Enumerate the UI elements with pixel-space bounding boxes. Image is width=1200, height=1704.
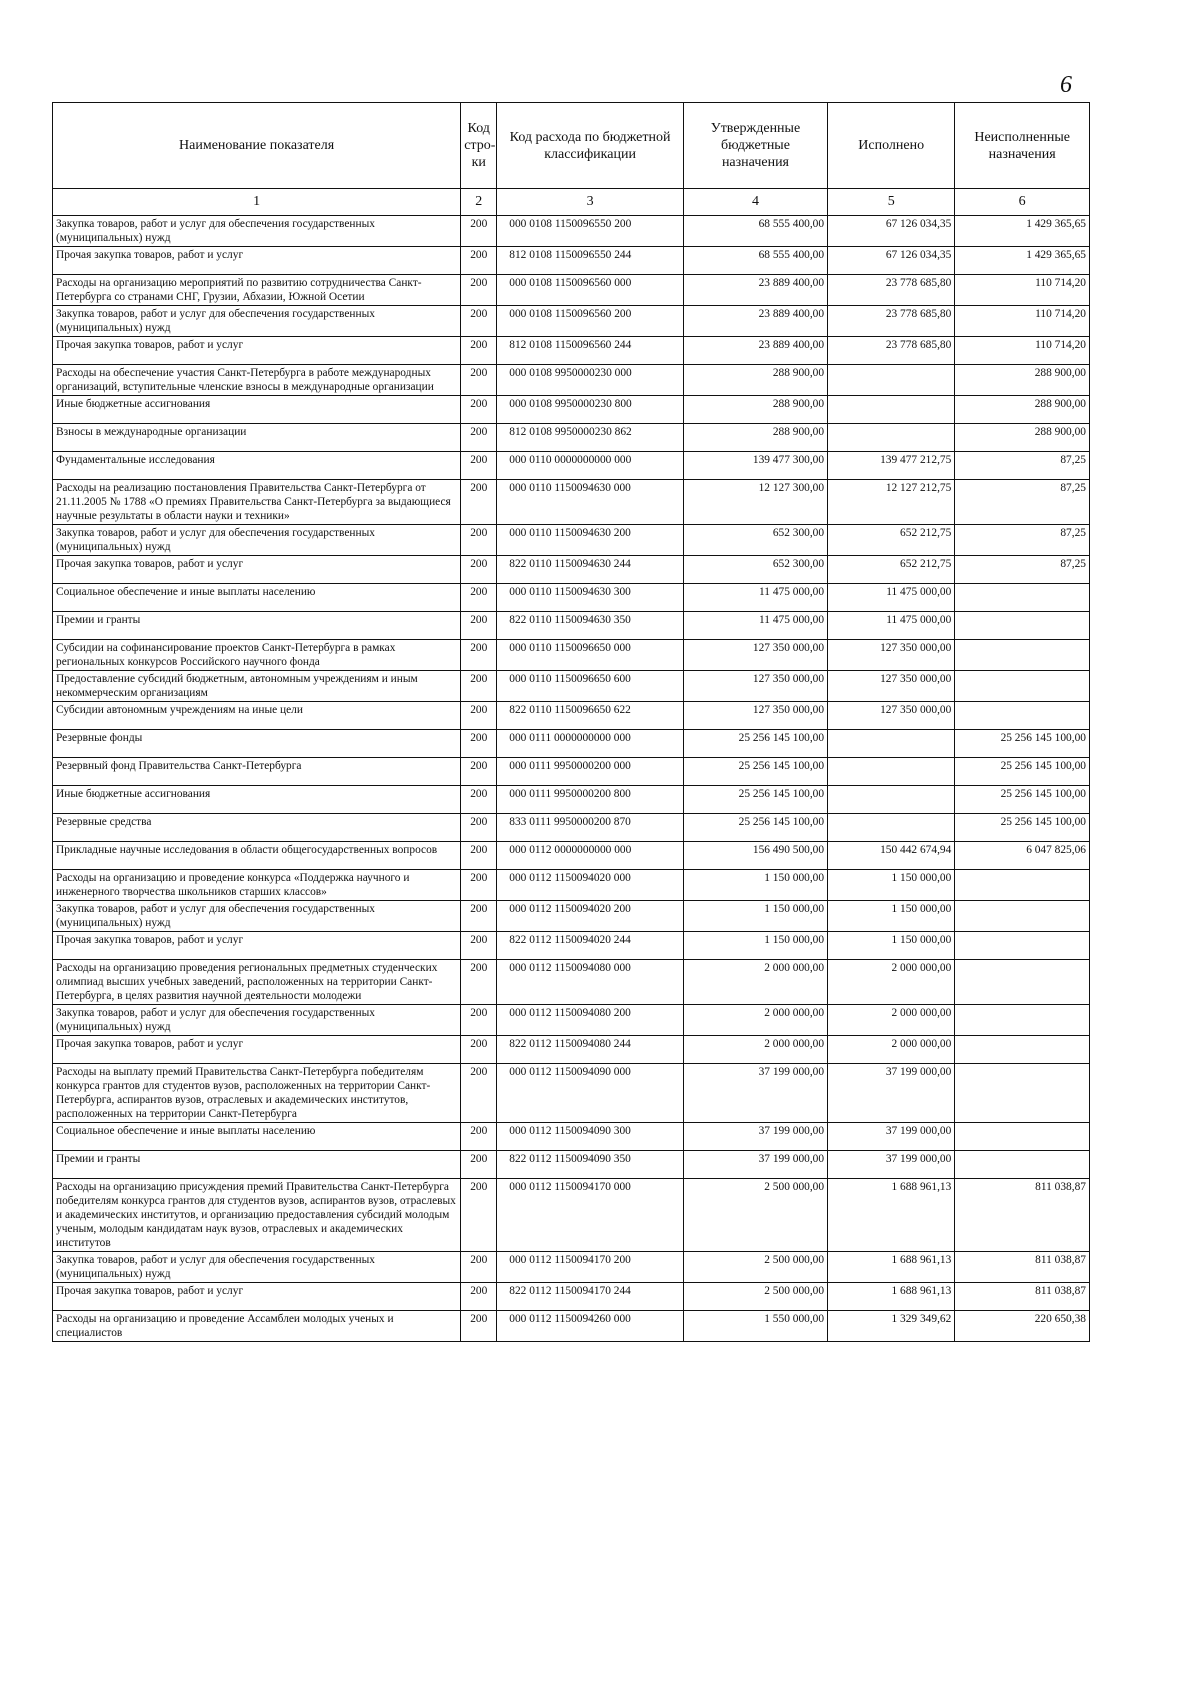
row-name-cell: Прочая закупка товаров, работ и услуг — [53, 932, 461, 960]
row-expense-code-cell: 000 0111 9950000200 000 — [497, 758, 684, 786]
row-unexecuted-cell: 87,25 — [955, 452, 1090, 480]
row-name-cell: Расходы на организацию и проведение конкурса «Поддержка научного и инженерного творчества школьников старших классов» — [53, 870, 461, 901]
row-name-cell: Закупка товаров, работ и услуг для обеспечения государственных (муниципальных) нужд — [53, 216, 461, 247]
row-line-code-cell: 200 — [461, 1283, 497, 1311]
row-name-cell: Прочая закупка товаров, работ и услуг — [53, 1036, 461, 1064]
row-name-cell: Закупка товаров, работ и услуг для обеспечения государственных (муниципальных) нужд — [53, 525, 461, 556]
row-line-code-cell: 200 — [461, 275, 497, 306]
row-executed-cell: 37 199 000,00 — [828, 1123, 955, 1151]
row-unexecuted-cell — [955, 1064, 1090, 1123]
row-executed-cell: 1 329 349,62 — [828, 1311, 955, 1342]
row-expense-code-cell: 000 0112 1150094020 000 — [497, 870, 684, 901]
row-approved-cell: 1 150 000,00 — [683, 932, 827, 960]
row-expense-code-cell: 000 0112 1150094080 200 — [497, 1005, 684, 1036]
row-line-code-cell: 200 — [461, 1036, 497, 1064]
row-unexecuted-cell: 25 256 145 100,00 — [955, 814, 1090, 842]
row-approved-cell: 2 500 000,00 — [683, 1283, 827, 1311]
row-executed-cell: 11 475 000,00 — [828, 584, 955, 612]
row-unexecuted-cell — [955, 671, 1090, 702]
row-unexecuted-cell — [955, 1123, 1090, 1151]
row-line-code-cell: 200 — [461, 870, 497, 901]
row-approved-cell: 12 127 300,00 — [683, 480, 827, 525]
row-executed-cell: 23 778 685,80 — [828, 275, 955, 306]
table-row — [53, 932, 1090, 960]
row-name-cell: Социальное обеспечение и иные выплаты населению — [53, 584, 461, 612]
table-row — [53, 1283, 1090, 1311]
row-name-cell: Закупка товаров, работ и услуг для обеспечения государственных (муниципальных) нужд — [53, 1252, 461, 1283]
table-row — [53, 1123, 1090, 1151]
row-executed-cell — [828, 758, 955, 786]
row-line-code-cell: 200 — [461, 424, 497, 452]
row-executed-cell — [828, 814, 955, 842]
row-executed-cell: 139 477 212,75 — [828, 452, 955, 480]
row-name-cell: Расходы на выплату премий Правительства Санкт-Петербурга победителям конкурса грантов для студентов вузов, расположенных на территории Санкт-Петербурга, аспирантов вузов, отраслевых и академических институтов, расположенных на территории Санкт-Петербурга — [53, 1064, 461, 1123]
table-row — [53, 275, 1090, 306]
row-expense-code-cell: 000 0112 1150094260 000 — [497, 1311, 684, 1342]
row-expense-code-cell: 822 0110 1150094630 244 — [497, 556, 684, 584]
row-approved-cell: 1 150 000,00 — [683, 901, 827, 932]
table-row — [53, 480, 1090, 525]
row-approved-cell: 68 555 400,00 — [683, 247, 827, 275]
row-expense-code-cell: 000 0110 1150094630 300 — [497, 584, 684, 612]
row-unexecuted-cell — [955, 702, 1090, 730]
header-approved: Утвержденные бюджетные назначения — [683, 103, 827, 189]
header-expense-code: Код расхода по бюджетной классификации — [497, 103, 684, 189]
row-name-cell: Расходы на организацию и проведение Ассамблеи молодых ученых и специалистов — [53, 1311, 461, 1342]
row-expense-code-cell: 000 0112 1150094090 300 — [497, 1123, 684, 1151]
table-row — [53, 842, 1090, 870]
row-name-cell: Резервный фонд Правительства Санкт-Петербурга — [53, 758, 461, 786]
row-executed-cell: 150 442 674,94 — [828, 842, 955, 870]
table-row — [53, 730, 1090, 758]
table-row — [53, 556, 1090, 584]
row-executed-cell: 127 350 000,00 — [828, 671, 955, 702]
table-row — [53, 786, 1090, 814]
row-expense-code-cell: 000 0111 0000000000 000 — [497, 730, 684, 758]
budget-execution-table — [52, 102, 1090, 1342]
row-unexecuted-cell: 6 047 825,06 — [955, 842, 1090, 870]
row-name-cell: Иные бюджетные ассигнования — [53, 786, 461, 814]
row-expense-code-cell: 822 0112 1150094020 244 — [497, 932, 684, 960]
header-executed: Исполнено — [828, 103, 955, 189]
row-name-cell: Расходы на организацию мероприятий по развитию сотрудничества Санкт-Петербурга со странами СНГ, Грузии, Абхазии, Южной Осетии — [53, 275, 461, 306]
row-line-code-cell: 200 — [461, 556, 497, 584]
row-unexecuted-cell: 87,25 — [955, 525, 1090, 556]
row-approved-cell: 139 477 300,00 — [683, 452, 827, 480]
header-indicator-name: Наименование показателя — [53, 103, 461, 189]
column-number: 6 — [955, 189, 1090, 216]
table-row — [53, 960, 1090, 1005]
row-name-cell: Прочая закупка товаров, работ и услуг — [53, 1283, 461, 1311]
row-expense-code-cell: 812 0108 1150096560 244 — [497, 337, 684, 365]
row-unexecuted-cell — [955, 1005, 1090, 1036]
row-line-code-cell: 200 — [461, 216, 497, 247]
row-unexecuted-cell — [955, 1036, 1090, 1064]
row-unexecuted-cell: 87,25 — [955, 480, 1090, 525]
row-approved-cell: 23 889 400,00 — [683, 306, 827, 337]
table-row — [53, 1151, 1090, 1179]
row-executed-cell: 37 199 000,00 — [828, 1064, 955, 1123]
row-unexecuted-cell: 110 714,20 — [955, 306, 1090, 337]
table-row — [53, 1064, 1090, 1123]
row-name-cell: Закупка товаров, работ и услуг для обеспечения государственных (муниципальных) нужд — [53, 306, 461, 337]
table-row — [53, 365, 1090, 396]
row-line-code-cell: 200 — [461, 730, 497, 758]
row-expense-code-cell: 000 0110 1150094630 000 — [497, 480, 684, 525]
table-row — [53, 424, 1090, 452]
row-approved-cell: 127 350 000,00 — [683, 640, 827, 671]
row-executed-cell — [828, 365, 955, 396]
row-line-code-cell: 200 — [461, 396, 497, 424]
row-approved-cell: 288 900,00 — [683, 365, 827, 396]
row-approved-cell: 37 199 000,00 — [683, 1064, 827, 1123]
table-row — [53, 702, 1090, 730]
row-unexecuted-cell — [955, 870, 1090, 901]
row-name-cell: Расходы на организацию проведения региональных предметных студенческих олимпиад высших учебных заведений, расположенных на территории Санкт-Петербурга, в целях развития научной деятельности молодежи — [53, 960, 461, 1005]
row-executed-cell: 23 778 685,80 — [828, 337, 955, 365]
table-row — [53, 452, 1090, 480]
row-approved-cell: 25 256 145 100,00 — [683, 758, 827, 786]
row-approved-cell: 25 256 145 100,00 — [683, 786, 827, 814]
row-unexecuted-cell — [955, 584, 1090, 612]
row-unexecuted-cell: 87,25 — [955, 556, 1090, 584]
row-executed-cell: 2 000 000,00 — [828, 960, 955, 1005]
row-line-code-cell: 200 — [461, 612, 497, 640]
row-approved-cell: 11 475 000,00 — [683, 612, 827, 640]
row-approved-cell: 37 199 000,00 — [683, 1123, 827, 1151]
table-row — [53, 247, 1090, 275]
row-executed-cell: 67 126 034,35 — [828, 216, 955, 247]
row-line-code-cell: 200 — [461, 1064, 497, 1123]
row-approved-cell: 127 350 000,00 — [683, 702, 827, 730]
row-expense-code-cell: 812 0108 9950000230 862 — [497, 424, 684, 452]
row-executed-cell: 127 350 000,00 — [828, 702, 955, 730]
row-expense-code-cell: 000 0112 1150094170 200 — [497, 1252, 684, 1283]
row-expense-code-cell: 000 0108 9950000230 000 — [497, 365, 684, 396]
row-name-cell: Расходы на реализацию постановления Правительства Санкт-Петербурга от 21.11.2005 № 1788 «О премиях Правительства Санкт-Петербурга за выдающиеся научные результаты в области науки и техники» — [53, 480, 461, 525]
row-name-cell: Резервные фонды — [53, 730, 461, 758]
row-unexecuted-cell — [955, 640, 1090, 671]
row-name-cell: Иные бюджетные ассигнования — [53, 396, 461, 424]
row-approved-cell: 156 490 500,00 — [683, 842, 827, 870]
row-approved-cell: 37 199 000,00 — [683, 1151, 827, 1179]
row-name-cell: Закупка товаров, работ и услуг для обеспечения государственных (муниципальных) нужд — [53, 901, 461, 932]
row-line-code-cell: 200 — [461, 702, 497, 730]
row-expense-code-cell: 000 0111 9950000200 800 — [497, 786, 684, 814]
row-executed-cell: 1 150 000,00 — [828, 870, 955, 901]
row-name-cell: Расходы на организацию присуждения премий Правительства Санкт-Петербурга победителям конкурса грантов для студентов вузов, аспирантов вузов, отраслевых и академических институтов, и организацию предоставления субсидий молодым ученым, молодым кандидатам наук вузов, отраслевых и академических институтов — [53, 1179, 461, 1252]
row-executed-cell: 1 688 961,13 — [828, 1283, 955, 1311]
row-approved-cell: 1 150 000,00 — [683, 870, 827, 901]
row-approved-cell: 11 475 000,00 — [683, 584, 827, 612]
page-number: 6 — [1060, 72, 1072, 98]
table-row — [53, 525, 1090, 556]
row-line-code-cell: 200 — [461, 671, 497, 702]
row-executed-cell — [828, 424, 955, 452]
row-approved-cell: 25 256 145 100,00 — [683, 814, 827, 842]
row-executed-cell: 1 150 000,00 — [828, 901, 955, 932]
row-unexecuted-cell: 288 900,00 — [955, 424, 1090, 452]
table-row — [53, 306, 1090, 337]
table-row — [53, 1311, 1090, 1342]
row-expense-code-cell: 000 0110 1150096650 000 — [497, 640, 684, 671]
row-approved-cell: 288 900,00 — [683, 424, 827, 452]
row-name-cell: Резервные средства — [53, 814, 461, 842]
row-expense-code-cell: 822 0112 1150094080 244 — [497, 1036, 684, 1064]
row-expense-code-cell: 000 0112 1150094090 000 — [497, 1064, 684, 1123]
row-expense-code-cell: 000 0112 1150094170 000 — [497, 1179, 684, 1252]
row-approved-cell: 288 900,00 — [683, 396, 827, 424]
row-approved-cell: 23 889 400,00 — [683, 275, 827, 306]
row-expense-code-cell: 000 0112 1150094020 200 — [497, 901, 684, 932]
row-unexecuted-cell: 25 256 145 100,00 — [955, 786, 1090, 814]
column-number: 4 — [683, 189, 827, 216]
row-name-cell: Премии и гранты — [53, 1151, 461, 1179]
table-row — [53, 870, 1090, 901]
row-line-code-cell: 200 — [461, 480, 497, 525]
row-approved-cell: 2 500 000,00 — [683, 1252, 827, 1283]
row-line-code-cell: 200 — [461, 814, 497, 842]
row-approved-cell: 1 550 000,00 — [683, 1311, 827, 1342]
row-line-code-cell: 200 — [461, 452, 497, 480]
table-row — [53, 584, 1090, 612]
table-header-row — [53, 103, 1090, 189]
row-line-code-cell: 200 — [461, 932, 497, 960]
row-expense-code-cell: 000 0110 1150096650 600 — [497, 671, 684, 702]
row-unexecuted-cell — [955, 901, 1090, 932]
row-unexecuted-cell: 220 650,38 — [955, 1311, 1090, 1342]
column-number: 3 — [497, 189, 684, 216]
row-expense-code-cell: 000 0108 9950000230 800 — [497, 396, 684, 424]
row-unexecuted-cell: 811 038,87 — [955, 1252, 1090, 1283]
row-name-cell: Субсидии автономным учреждениям на иные цели — [53, 702, 461, 730]
row-executed-cell: 23 778 685,80 — [828, 306, 955, 337]
row-name-cell: Фундаментальные исследования — [53, 452, 461, 480]
row-expense-code-cell: 000 0112 0000000000 000 — [497, 842, 684, 870]
row-name-cell: Прочая закупка товаров, работ и услуг — [53, 247, 461, 275]
row-line-code-cell: 200 — [461, 786, 497, 814]
row-executed-cell — [828, 396, 955, 424]
row-executed-cell: 127 350 000,00 — [828, 640, 955, 671]
row-approved-cell: 652 300,00 — [683, 556, 827, 584]
table-row — [53, 1252, 1090, 1283]
table-row — [53, 640, 1090, 671]
row-expense-code-cell: 000 0108 1150096560 200 — [497, 306, 684, 337]
row-executed-cell: 11 475 000,00 — [828, 612, 955, 640]
row-line-code-cell: 200 — [461, 901, 497, 932]
column-number: 5 — [828, 189, 955, 216]
row-executed-cell: 1 688 961,13 — [828, 1179, 955, 1252]
row-expense-code-cell: 833 0111 9950000200 870 — [497, 814, 684, 842]
row-line-code-cell: 200 — [461, 306, 497, 337]
row-name-cell: Социальное обеспечение и иные выплаты населению — [53, 1123, 461, 1151]
row-approved-cell: 127 350 000,00 — [683, 671, 827, 702]
row-executed-cell: 2 000 000,00 — [828, 1005, 955, 1036]
row-unexecuted-cell — [955, 1151, 1090, 1179]
row-approved-cell: 68 555 400,00 — [683, 216, 827, 247]
row-line-code-cell: 200 — [461, 758, 497, 786]
row-name-cell: Субсидии на софинансирование проектов Санкт-Петербурга в рамках региональных конкурсов Российского научного фонда — [53, 640, 461, 671]
row-expense-code-cell: 822 0110 1150096650 622 — [497, 702, 684, 730]
row-name-cell: Закупка товаров, работ и услуг для обеспечения государственных (муниципальных) нужд — [53, 1005, 461, 1036]
row-approved-cell: 23 889 400,00 — [683, 337, 827, 365]
row-line-code-cell: 200 — [461, 1179, 497, 1252]
row-unexecuted-cell — [955, 960, 1090, 1005]
row-approved-cell: 652 300,00 — [683, 525, 827, 556]
row-unexecuted-cell: 811 038,87 — [955, 1179, 1090, 1252]
row-unexecuted-cell: 288 900,00 — [955, 365, 1090, 396]
row-executed-cell: 12 127 212,75 — [828, 480, 955, 525]
row-name-cell: Прочая закупка товаров, работ и услуг — [53, 337, 461, 365]
row-name-cell: Предоставление субсидий бюджетным, автономным учреждениям и иным некоммерческим организациям — [53, 671, 461, 702]
row-line-code-cell: 200 — [461, 960, 497, 1005]
row-expense-code-cell: 822 0110 1150094630 350 — [497, 612, 684, 640]
row-executed-cell: 67 126 034,35 — [828, 247, 955, 275]
row-approved-cell: 2 000 000,00 — [683, 1005, 827, 1036]
table-body — [53, 216, 1090, 1342]
row-executed-cell: 1 150 000,00 — [828, 932, 955, 960]
row-unexecuted-cell — [955, 932, 1090, 960]
row-line-code-cell: 200 — [461, 584, 497, 612]
row-expense-code-cell: 822 0112 1150094090 350 — [497, 1151, 684, 1179]
table-row — [53, 612, 1090, 640]
row-unexecuted-cell — [955, 612, 1090, 640]
table-row — [53, 1179, 1090, 1252]
header-line-code: Код стро-ки — [461, 103, 497, 189]
table-row — [53, 758, 1090, 786]
row-line-code-cell: 200 — [461, 365, 497, 396]
row-expense-code-cell: 000 0108 1150096550 200 — [497, 216, 684, 247]
row-name-cell: Премии и гранты — [53, 612, 461, 640]
row-name-cell: Прочая закупка товаров, работ и услуг — [53, 556, 461, 584]
table-row — [53, 671, 1090, 702]
row-executed-cell: 1 688 961,13 — [828, 1252, 955, 1283]
header-unexecuted: Неисполненные назначения — [955, 103, 1090, 189]
row-expense-code-cell: 822 0112 1150094170 244 — [497, 1283, 684, 1311]
row-unexecuted-cell: 1 429 365,65 — [955, 247, 1090, 275]
row-executed-cell: 652 212,75 — [828, 525, 955, 556]
row-approved-cell: 2 500 000,00 — [683, 1179, 827, 1252]
row-expense-code-cell: 000 0110 1150094630 200 — [497, 525, 684, 556]
row-line-code-cell: 200 — [461, 1252, 497, 1283]
row-name-cell: Прикладные научные исследования в области общегосударственных вопросов — [53, 842, 461, 870]
row-approved-cell: 25 256 145 100,00 — [683, 730, 827, 758]
column-number: 2 — [461, 189, 497, 216]
table-row — [53, 1005, 1090, 1036]
table-row — [53, 216, 1090, 247]
row-approved-cell: 2 000 000,00 — [683, 960, 827, 1005]
row-approved-cell: 2 000 000,00 — [683, 1036, 827, 1064]
row-line-code-cell: 200 — [461, 1005, 497, 1036]
row-expense-code-cell: 812 0108 1150096550 244 — [497, 247, 684, 275]
row-expense-code-cell: 000 0108 1150096560 000 — [497, 275, 684, 306]
row-line-code-cell: 200 — [461, 842, 497, 870]
row-expense-code-cell: 000 0110 0000000000 000 — [497, 452, 684, 480]
column-number: 1 — [53, 189, 461, 216]
row-executed-cell: 37 199 000,00 — [828, 1151, 955, 1179]
row-unexecuted-cell: 1 429 365,65 — [955, 216, 1090, 247]
row-line-code-cell: 200 — [461, 1123, 497, 1151]
row-line-code-cell: 200 — [461, 525, 497, 556]
row-unexecuted-cell: 811 038,87 — [955, 1283, 1090, 1311]
table-row — [53, 1036, 1090, 1064]
row-line-code-cell: 200 — [461, 1311, 497, 1342]
row-unexecuted-cell: 25 256 145 100,00 — [955, 758, 1090, 786]
row-unexecuted-cell: 110 714,20 — [955, 275, 1090, 306]
table-row — [53, 337, 1090, 365]
row-executed-cell — [828, 786, 955, 814]
row-expense-code-cell: 000 0112 1150094080 000 — [497, 960, 684, 1005]
table-row — [53, 901, 1090, 932]
row-executed-cell: 2 000 000,00 — [828, 1036, 955, 1064]
row-unexecuted-cell: 288 900,00 — [955, 396, 1090, 424]
column-number-row — [53, 189, 1090, 216]
table-row — [53, 396, 1090, 424]
row-name-cell: Взносы в международные организации — [53, 424, 461, 452]
row-unexecuted-cell: 25 256 145 100,00 — [955, 730, 1090, 758]
row-executed-cell: 652 212,75 — [828, 556, 955, 584]
row-line-code-cell: 200 — [461, 247, 497, 275]
row-unexecuted-cell: 110 714,20 — [955, 337, 1090, 365]
row-line-code-cell: 200 — [461, 1151, 497, 1179]
table-row — [53, 814, 1090, 842]
row-line-code-cell: 200 — [461, 337, 497, 365]
row-executed-cell — [828, 730, 955, 758]
row-name-cell: Расходы на обеспечение участия Санкт-Петербурга в работе международных организаций, вступительные членские взносы в международные организации — [53, 365, 461, 396]
row-line-code-cell: 200 — [461, 640, 497, 671]
